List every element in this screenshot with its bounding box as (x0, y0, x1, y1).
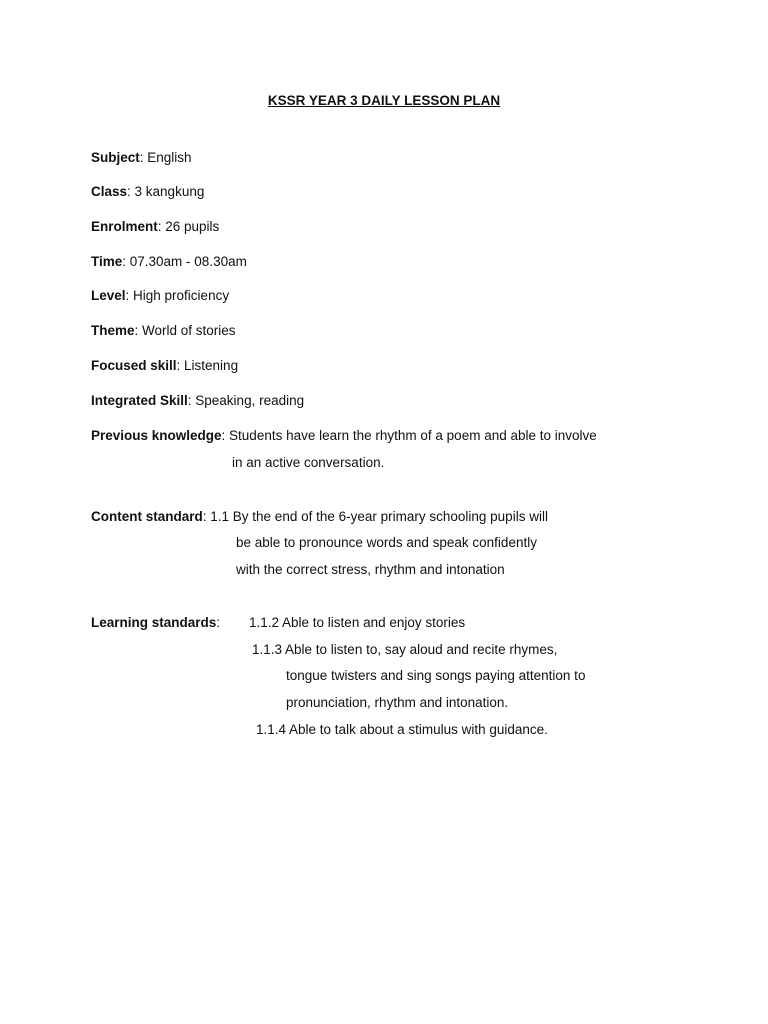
learning-standard-item-2-continuation-1: tongue twisters and sing songs paying attention to (286, 668, 586, 683)
subject-row (91, 150, 192, 166)
document-title: KSSR YEAR 3 DAILY LESSON PLAN (267, 93, 501, 108)
theme-row (91, 323, 236, 339)
subject-value: : English (139, 150, 192, 165)
focused-skill-label: Focused skill (91, 358, 177, 373)
time-label: Time (91, 254, 123, 269)
integrated-skill-value: : Speaking, reading (187, 393, 305, 408)
class-value: : 3 kangkung (127, 184, 205, 199)
integrated-skill-row (91, 393, 304, 409)
level-label: Level (91, 288, 126, 303)
enrolment-value: : 26 pupils (157, 219, 220, 234)
content-standard-label: Content standard (91, 509, 203, 524)
learning-standards-label: Learning standards (91, 615, 217, 630)
time-row (91, 254, 247, 270)
theme-label: Theme (91, 323, 135, 338)
class-label: Class (91, 184, 128, 199)
previous-knowledge-value: : Students have learn the rhythm of a poem and able to involve (221, 428, 597, 443)
learning-standard-item-1: 1.1.2 Able to listen and enjoy stories (249, 615, 466, 630)
learning-standards-colon: : (216, 615, 221, 630)
enrolment-label: Enrolment (91, 219, 158, 234)
learning-standards-row (91, 615, 220, 631)
content-standard-continuation-2: with the correct stress, rhythm and intonation (236, 562, 505, 577)
time-value: : 07.30am - 08.30am (122, 254, 247, 269)
focused-skill-value: : Listening (176, 358, 239, 373)
learning-standard-item-2-continuation-2: pronunciation, rhythm and intonation. (286, 695, 509, 710)
content-standard-value: : 1.1 By the end of the 6-year primary schooling pupils will (202, 509, 548, 524)
level-value: : High proficiency (125, 288, 230, 303)
content-standard-row (91, 509, 548, 525)
level-row (91, 288, 229, 304)
theme-value: : World of stories (134, 323, 236, 338)
previous-knowledge-label: Previous knowledge (91, 428, 222, 443)
class-row (91, 184, 204, 200)
integrated-skill-label: Integrated Skill (91, 393, 188, 408)
previous-knowledge-continuation: in an active conversation. (232, 455, 385, 470)
subject-label: Subject (91, 150, 140, 165)
focused-skill-row (91, 358, 238, 374)
content-standard-continuation-1: be able to pronounce words and speak confidently (236, 535, 537, 550)
learning-standard-item-3: 1.1.4 Able to talk about a stimulus with guidance. (256, 722, 548, 737)
learning-standard-item-2: 1.1.3 Able to listen to, say aloud and recite rhymes, (252, 642, 558, 657)
enrolment-row (91, 219, 219, 235)
previous-knowledge-row (91, 428, 597, 444)
